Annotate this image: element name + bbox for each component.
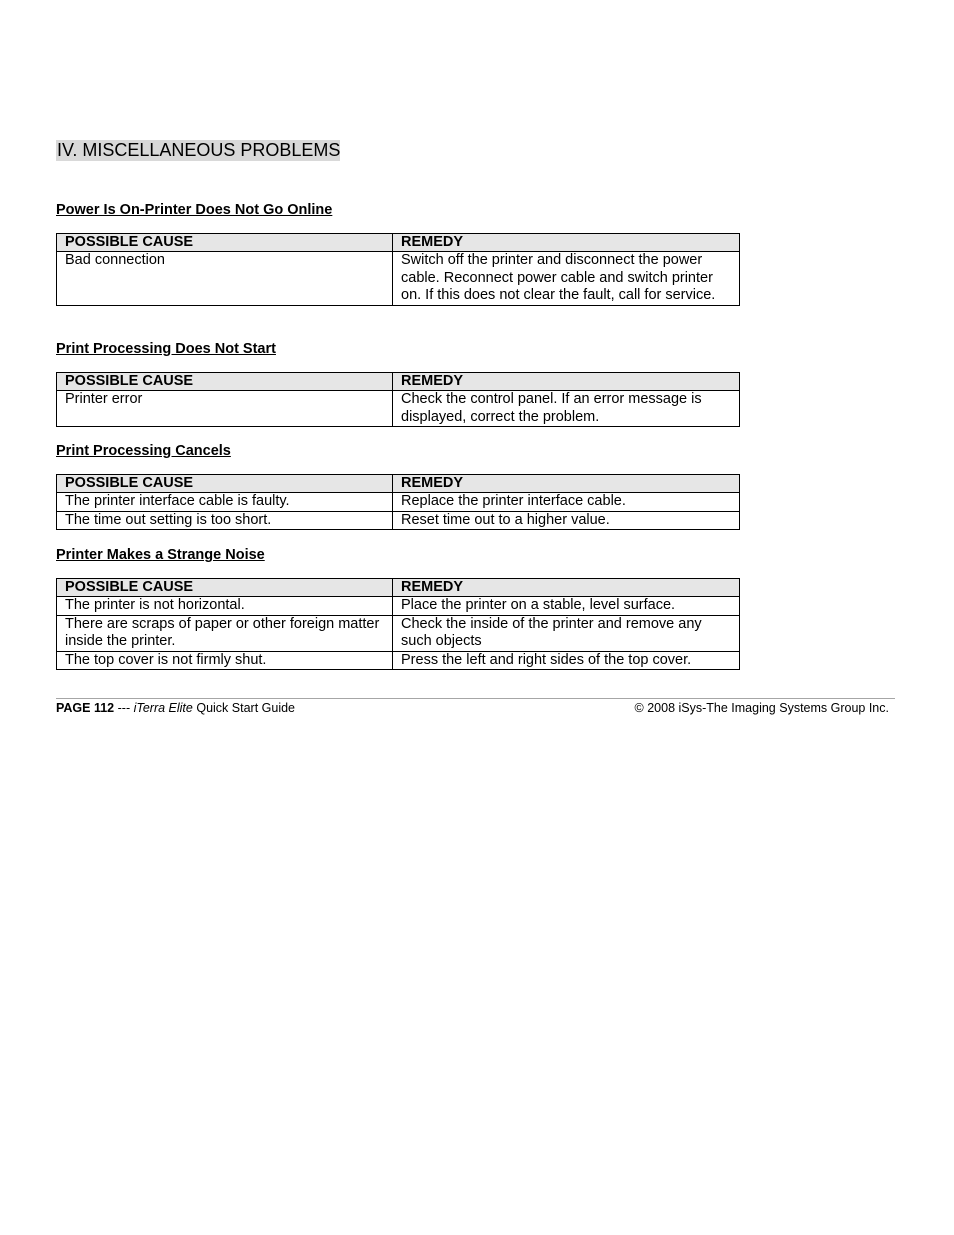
table-header-row [57,373,740,391]
column-header-cause: POSSIBLE CAUSE [57,373,393,391]
cause-cell: The top cover is not firmly shut. [57,651,393,670]
cause-cell: Bad connection [57,252,393,306]
section-print-cancels [56,442,739,530]
guide-name: Quick Start Guide [192,701,295,715]
section-title: Power Is On-Printer Does Not Go Online [56,202,333,218]
remedy-cell: Press the left and right sides of the top cover. [393,651,740,670]
troubleshooting-table [56,233,740,306]
troubleshooting-table [56,474,740,530]
section-print-not-start [56,340,739,427]
column-header-remedy: REMEDY [393,579,740,597]
column-header-cause: POSSIBLE CAUSE [57,234,393,252]
remedy-cell: Reset time out to a higher value. [393,511,740,530]
column-header-cause: POSSIBLE CAUSE [57,475,393,493]
section-title: Print Processing Cancels [56,443,231,459]
table-row [57,615,740,651]
column-header-remedy: REMEDY [393,373,740,391]
troubleshooting-table [56,372,740,427]
table-row [57,493,740,512]
section-title: Printer Makes a Strange Noise [56,547,265,563]
remedy-cell: Switch off the printer and disconnect the power cable. Reconnect power cable and switch printer on. If this does not clear the fault, call for service. [393,252,740,306]
remedy-cell: Place the printer on a stable, level surface. [393,597,740,616]
footer-divider [56,698,895,699]
remedy-cell: Replace the printer interface cable. [393,493,740,512]
cause-cell: The time out setting is too short. [57,511,393,530]
footer-copyright: © 2008 iSys-The Imaging Systems Group Inc. [634,701,889,715]
footer-page-info [56,701,295,716]
cause-cell: There are scraps of paper or other foreign matter inside the printer. [57,615,393,651]
footer-separator: --- [114,701,134,715]
table-row [57,597,740,616]
product-name: iTerra Elite [133,701,193,715]
remedy-cell: Check the inside of the printer and remove any such objects [393,615,740,651]
column-header-remedy: REMEDY [393,234,740,252]
table-header-row [57,475,740,493]
table-header-row [57,579,740,597]
table-row [57,252,740,306]
section-strange-noise [56,546,739,670]
section-title: Print Processing Does Not Start [56,341,276,357]
cause-cell: Printer error [57,391,393,427]
cause-cell: The printer is not horizontal. [57,597,393,616]
page-heading: IV. MISCELLANEOUS PROBLEMS [57,140,341,160]
section-power-online [56,201,739,306]
column-header-cause: POSSIBLE CAUSE [57,579,393,597]
table-row [57,511,740,530]
cause-cell: The printer interface cable is faulty. [57,493,393,512]
table-header-row [57,234,740,252]
troubleshooting-table [56,578,740,670]
table-row [57,651,740,670]
table-row [57,391,740,427]
column-header-remedy: REMEDY [393,475,740,493]
page-number: PAGE 112 [56,701,115,715]
remedy-cell: Check the control panel. If an error message is displayed, correct the problem. [393,391,740,427]
